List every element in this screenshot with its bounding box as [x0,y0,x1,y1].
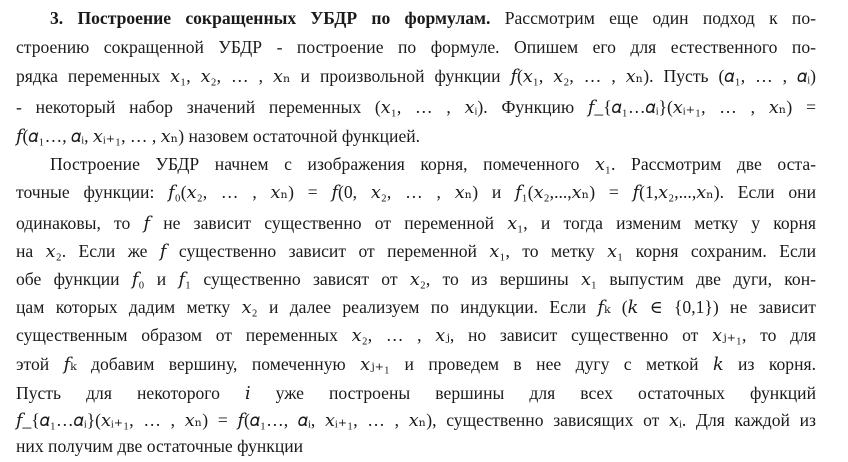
p1-line-4: - некоторый набор значений переменных (𝑥₁, … , 𝑥ᵢ). Функцию 𝑓_{𝛼₁…𝛼ᵢ}(𝑥ᵢ₊₁, … , 𝑥ₙ) = [16,97,816,117]
p1-line-5: 𝑓(𝛼₁…, 𝛼ᵢ, 𝑥ᵢ₊₁, … , 𝑥ₙ) назовем остаточной функцией. [16,126,421,146]
p2-line-1: Построение УБДР начнем с изображения корня, помеченного 𝑥₁. Рассмотрим две оста- [50,154,816,174]
p1-line-3: рядка переменных 𝑥₁, 𝑥₂, … , 𝑥ₙ и произвольной функции 𝑓(𝑥₁, 𝑥₂, … , 𝑥ₙ). Пусть (𝛼₁, … , 𝛼ᵢ) [16,66,816,86]
p2-line-6: цам которых дадим метку 𝑥₂ и далее реализуем по индукции. Если 𝑓ₖ (𝑘 ∈ {0,1}) не зависит [16,297,816,317]
p2-line-4: на 𝑥₂. Если же 𝑓 существенно зависит от переменной 𝑥₁, то метку 𝑥₁ корня сохраним. Если [16,241,816,261]
p2-line-11: них получим две остаточные функции [16,436,304,456]
p1-line-1 [50,8,816,28]
p1-line-1-text: Рассмотрим еще один подход к по- [504,8,816,28]
p1-line-2: строению сокращенной УБДР - построение по формуле. Опишем его для естественного по- [16,37,816,57]
p2-line-8: этой 𝑓ₖ добавим вершину, помеченную 𝑥ⱼ₊₁ и проведем в нее дугу с меткой 𝑘 из корня. [16,354,816,374]
p2-line-5: обе функции 𝑓₀ и 𝑓₁ существенно зависят от 𝑥₂, то из вершины 𝑥₁ выпустим две дуги, кон- [16,269,816,289]
p2-line-10: 𝑓_{𝛼₁…𝛼ᵢ}(𝑥ᵢ₊₁, … , 𝑥ₙ) = 𝑓(𝛼₁…, 𝛼ᵢ, 𝑥ᵢ₊₁, … , 𝑥ₙ), существенно зависящих от 𝑥ᵢ. Для каждой из [16,410,816,430]
section-heading: 3. Построение сокращенных УБДР по формулам. [50,8,491,28]
p2-line-9: Пусть для некоторого 𝑖 уже построены вершины для всех остаточных функций [16,383,816,403]
p2-line-3: одинаковы, то 𝑓 не зависит существенно от переменной 𝑥₁, и тогда изменим метку у корня [16,213,816,233]
p2-line-2: точные функции: 𝑓₀(𝑥₂, … , 𝑥ₙ) = 𝑓(0, 𝑥₂, … , 𝑥ₙ) и 𝑓₁(𝑥₂,...,𝑥ₙ) = 𝑓(1,𝑥₂,...,𝑥ₙ). Если они [16,182,816,202]
p2-line-7: существенным образом от переменных 𝑥₂, … , 𝑥ⱼ, но зависит существенно от 𝑥ⱼ₊₁, то для [16,325,816,345]
